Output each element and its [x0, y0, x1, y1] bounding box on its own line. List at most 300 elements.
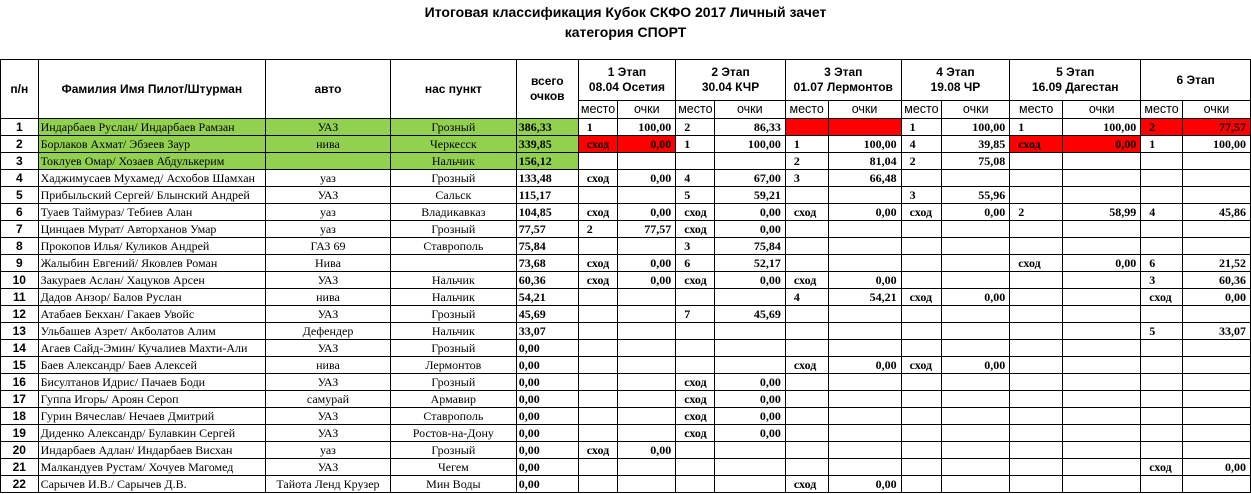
- stage-6-place-cell: 6: [1141, 255, 1183, 272]
- stage-1-place-cell: [578, 357, 618, 374]
- stage-4-points-cell: [942, 170, 1010, 187]
- stage-5-points-cell: [1063, 238, 1141, 255]
- stage-1-points-cell: [618, 374, 676, 391]
- table-row: [1, 289, 1251, 306]
- stage-3-points-cell: 0,00: [828, 272, 901, 289]
- stage-4-place-cell: [901, 238, 942, 255]
- stage-6-place-cell: [1141, 187, 1183, 204]
- subheader-points: очки: [618, 101, 676, 119]
- stage-2-points-cell: 0,00: [714, 204, 785, 221]
- city-cell: Нальчик: [390, 323, 516, 340]
- stage-6-points-cell: [1182, 306, 1250, 323]
- total-points-cell: 133,48: [516, 170, 578, 187]
- row-number: 14: [1, 340, 39, 357]
- stage-3-points-cell: [828, 255, 901, 272]
- row-number: 3: [1, 153, 39, 170]
- stage-4-place-cell: 3: [901, 187, 942, 204]
- crew-name-cell: Хаджимусаев Мухамед/ Асхобов Шамхан: [38, 170, 265, 187]
- subheader-place: место: [1141, 101, 1183, 119]
- table-row: [1, 221, 1251, 238]
- auto-cell: уаз: [266, 221, 391, 238]
- crew-name-cell: Баев Александр/ Баев Алексей: [38, 357, 265, 374]
- stage-4-place-cell: [901, 272, 942, 289]
- total-points-cell: 115,17: [516, 187, 578, 204]
- crew-name-cell: Цинцаев Мурат/ Авторханов Умар: [38, 221, 265, 238]
- stage-2-place-cell: сход: [676, 425, 715, 442]
- stage-3-points-cell: [828, 391, 901, 408]
- city-cell: Грозный: [390, 442, 516, 459]
- stage-5-points-cell: [1063, 425, 1141, 442]
- header-pn: п/н: [1, 60, 39, 119]
- stage-1-place-cell: [578, 425, 618, 442]
- stage-4-points-cell: [942, 476, 1010, 493]
- stage-4-place-cell: [901, 408, 942, 425]
- header-name: Фамилия Имя Пилот/Штурман: [38, 60, 265, 119]
- stage-5-place-cell: [1010, 391, 1063, 408]
- stage-6-place-cell: [1141, 153, 1183, 170]
- stage-6-place-cell: 2: [1141, 119, 1183, 136]
- city-cell: Ставрополь: [390, 408, 516, 425]
- stage-6-points-cell: 45,86: [1182, 204, 1250, 221]
- row-number: 9: [1, 255, 39, 272]
- stage-4-points-cell: [942, 323, 1010, 340]
- crew-name-cell: Прибыльский Сергей/ Блынский Андрей: [38, 187, 265, 204]
- crew-name-cell: Toклуев Омар/ Хозаев Абдулькерим: [38, 153, 265, 170]
- total-points-cell: 104,85: [516, 204, 578, 221]
- total-points-cell: 0,00: [516, 425, 578, 442]
- stage-3-points-cell: 0,00: [828, 204, 901, 221]
- crew-name-cell: Бисултанов Идрис/ Пачаев Боди: [38, 374, 265, 391]
- stage-3-place-cell: [785, 425, 828, 442]
- auto-cell: самурай: [266, 391, 391, 408]
- city-cell: [390, 255, 516, 272]
- sheet-title: Итоговая классификация Кубок СКФО 2017 Личный зачет: [424, 4, 827, 20]
- stage-2-points-cell: [714, 459, 785, 476]
- stage-2-points-cell: [714, 323, 785, 340]
- auto-cell: УАЗ: [266, 340, 391, 357]
- stage-5-points-cell: [1063, 272, 1141, 289]
- stage-5-place-cell: [1010, 170, 1063, 187]
- stage-1-place-cell: сход: [578, 136, 618, 153]
- auto-cell: УАЗ: [266, 119, 391, 136]
- stage-2-points-cell: 45,69: [714, 306, 785, 323]
- stage-4-place-cell: [901, 306, 942, 323]
- stage-1-points-cell: [618, 238, 676, 255]
- stage-2-points-cell: [714, 476, 785, 493]
- stage-2-place-cell: [676, 459, 715, 476]
- crew-name-cell: Закураев Аслан/ Хацуков Арсен: [38, 272, 265, 289]
- stage-1-points-cell: [618, 408, 676, 425]
- stage-4-place-cell: [901, 340, 942, 357]
- subheader-place: место: [901, 101, 942, 119]
- stage-6-points-cell: 100,00: [1182, 136, 1250, 153]
- stage-5-points-cell: [1063, 357, 1141, 374]
- stage-6-points-cell: [1182, 170, 1250, 187]
- stage-5-place-cell: [1010, 221, 1063, 238]
- total-points-cell: 156,12: [516, 153, 578, 170]
- stage-6-points-cell: [1182, 476, 1250, 493]
- subheader-place: место: [676, 101, 715, 119]
- stage-3-place-cell: [785, 408, 828, 425]
- table-row: [1, 374, 1251, 391]
- stage-1-points-cell: 0,00: [618, 136, 676, 153]
- auto-cell: нива: [266, 289, 391, 306]
- stage-4-points-cell: [942, 442, 1010, 459]
- stage-6-place-cell: [1141, 340, 1183, 357]
- stage-1-points-cell: 100,00: [618, 119, 676, 136]
- table-row: [1, 459, 1251, 476]
- stage-5-points-cell: [1063, 340, 1141, 357]
- stage-4-place-cell: 1: [901, 119, 942, 136]
- row-number: 4: [1, 170, 39, 187]
- stage-1-place-cell: [578, 153, 618, 170]
- stage-4-points-cell: [942, 221, 1010, 238]
- city-cell: Черкесск: [390, 136, 516, 153]
- stage-2-place-cell: [676, 289, 715, 306]
- auto-cell: Тайота Ленд Крузер: [266, 476, 391, 493]
- stage-4-place-cell: сход: [901, 289, 942, 306]
- stage-2-points-cell: 0,00: [714, 374, 785, 391]
- stage-5-place-cell: сход: [1010, 136, 1063, 153]
- stage-3-place-cell: сход: [785, 272, 828, 289]
- stage-2-place-cell: [676, 323, 715, 340]
- row-number: 22: [1, 476, 39, 493]
- stage-4-points-cell: 75,08: [942, 153, 1010, 170]
- row-number: 6: [1, 204, 39, 221]
- stage-1-place-cell: [578, 476, 618, 493]
- stage-2-place-cell: 2: [676, 119, 715, 136]
- stage-2-points-cell: 75,84: [714, 238, 785, 255]
- stage-4-points-cell: [942, 425, 1010, 442]
- stage-1-place-cell: 2: [578, 221, 618, 238]
- row-number: 20: [1, 442, 39, 459]
- stage-2-points-cell: [714, 340, 785, 357]
- stage-1-points-cell: 0,00: [618, 442, 676, 459]
- stage-6-place-cell: [1141, 425, 1183, 442]
- stage-5-points-cell: [1063, 374, 1141, 391]
- crew-name-cell: Индарбаев Адлан/ Индарбаев Висхан: [38, 442, 265, 459]
- stage-1-points-cell: [618, 187, 676, 204]
- stage-4-place-cell: сход: [901, 204, 942, 221]
- table-row: [1, 272, 1251, 289]
- stage-1-place-cell: сход: [578, 170, 618, 187]
- table-row: [1, 391, 1251, 408]
- auto-cell: УАЗ: [266, 425, 391, 442]
- stage-6-place-cell: 5: [1141, 323, 1183, 340]
- stage-2-place-cell: [676, 357, 715, 374]
- city-cell: Армавир: [390, 391, 516, 408]
- row-number: 2: [1, 136, 39, 153]
- stage-1-points-cell: 0,00: [618, 204, 676, 221]
- stage-4-place-cell: [901, 442, 942, 459]
- stage-2-place-cell: 3: [676, 238, 715, 255]
- row-number: 16: [1, 374, 39, 391]
- row-number: 21: [1, 459, 39, 476]
- stage-2-points-cell: [714, 357, 785, 374]
- crew-name-cell: Прокопов Илья/ Куликов Андрей: [38, 238, 265, 255]
- stage-6-place-cell: [1141, 476, 1183, 493]
- stage-3-place-cell: [785, 255, 828, 272]
- city-cell: Грозный: [390, 170, 516, 187]
- stage-6-points-cell: 0,00: [1182, 459, 1250, 476]
- stage-1-points-cell: 0,00: [618, 255, 676, 272]
- table-row: [1, 408, 1251, 425]
- stage-6-points-cell: [1182, 442, 1250, 459]
- stage-3-points-cell: 66,48: [828, 170, 901, 187]
- stage-1-place-cell: [578, 238, 618, 255]
- auto-cell: уаз: [266, 170, 391, 187]
- stage-6-points-cell: [1182, 221, 1250, 238]
- auto-cell: уаз: [266, 204, 391, 221]
- stage-2-place-cell: 7: [676, 306, 715, 323]
- total-points-cell: 0,00: [516, 374, 578, 391]
- stage-1-points-cell: [618, 476, 676, 493]
- stage-4-points-cell: [942, 306, 1010, 323]
- stage-1-points-cell: 0,00: [618, 272, 676, 289]
- stage-3-place-cell: 4: [785, 289, 828, 306]
- total-points-cell: 0,00: [516, 391, 578, 408]
- stage-3-place-cell: сход: [785, 204, 828, 221]
- table-row: [1, 153, 1251, 170]
- subheader-place: место: [1010, 101, 1063, 119]
- stage-5-points-cell: [1063, 476, 1141, 493]
- stage-1-place-cell: [578, 391, 618, 408]
- stage-2-points-cell: 67,00: [714, 170, 785, 187]
- crew-name-cell: Жалыбин Евгений/ Яковлев Роман: [38, 255, 265, 272]
- stage-3-place-cell: сход: [785, 476, 828, 493]
- stage-3-place-cell: 2: [785, 153, 828, 170]
- stage-3-points-cell: [828, 442, 901, 459]
- stage-4-points-cell: [942, 272, 1010, 289]
- stage-5-place-cell: [1010, 442, 1063, 459]
- stage-2-place-cell: 5: [676, 187, 715, 204]
- city-cell: Сальск: [390, 187, 516, 204]
- stage-6-place-cell: [1141, 442, 1183, 459]
- stage-1-place-cell: [578, 408, 618, 425]
- stage-5-points-cell: 100,00: [1063, 119, 1141, 136]
- crew-name-cell: Гурин Вячеслав/ Нечаев Дмитрий: [38, 408, 265, 425]
- stage-3-points-cell: [828, 340, 901, 357]
- stage-1-points-cell: [618, 357, 676, 374]
- stage-5-place-cell: [1010, 374, 1063, 391]
- stage-5-points-cell: [1063, 459, 1141, 476]
- header-stage-3: 3 Этап 01.07 Лермонтов: [785, 60, 901, 101]
- stage-3-place-cell: [785, 238, 828, 255]
- auto-cell: УАЗ: [266, 374, 391, 391]
- stage-5-place-cell: [1010, 153, 1063, 170]
- stage-6-place-cell: [1141, 221, 1183, 238]
- stage-1-points-cell: [618, 153, 676, 170]
- city-cell: Мин Воды: [390, 476, 516, 493]
- stage-5-points-cell: [1063, 221, 1141, 238]
- stage-4-place-cell: 2: [901, 153, 942, 170]
- stage-4-points-cell: 0,00: [942, 357, 1010, 374]
- table-row: [1, 136, 1251, 153]
- stage-6-points-cell: [1182, 153, 1250, 170]
- stage-6-points-cell: 33,07: [1182, 323, 1250, 340]
- stage-5-place-cell: [1010, 187, 1063, 204]
- header-stage-5: 5 Этап 16.09 Дагестан: [1010, 60, 1141, 101]
- stage-3-place-cell: [785, 459, 828, 476]
- table-row: [1, 119, 1251, 136]
- stage-2-place-cell: сход: [676, 272, 715, 289]
- total-points-cell: 54,21: [516, 289, 578, 306]
- stage-1-place-cell: 1: [578, 119, 618, 136]
- stage-3-place-cell: 3: [785, 170, 828, 187]
- stage-6-points-cell: 0,00: [1182, 289, 1250, 306]
- stage-5-place-cell: 2: [1010, 204, 1063, 221]
- total-points-cell: 77,57: [516, 221, 578, 238]
- city-cell: Грозный: [390, 221, 516, 238]
- stage-5-points-cell: [1063, 289, 1141, 306]
- stage-4-place-cell: [901, 170, 942, 187]
- stage-5-points-cell: [1063, 442, 1141, 459]
- stage-2-points-cell: 59,21: [714, 187, 785, 204]
- table-row: [1, 323, 1251, 340]
- stage-3-points-cell: 100,00: [828, 136, 901, 153]
- stage-6-place-cell: [1141, 170, 1183, 187]
- stage-6-place-cell: [1141, 391, 1183, 408]
- stage-5-place-cell: [1010, 306, 1063, 323]
- stage-5-place-cell: [1010, 340, 1063, 357]
- stage-5-points-cell: [1063, 408, 1141, 425]
- stage-6-points-cell: 21,52: [1182, 255, 1250, 272]
- header-stage-6: 6 Этап: [1141, 60, 1251, 101]
- stage-3-place-cell: [785, 391, 828, 408]
- table-row: [1, 238, 1251, 255]
- stage-6-place-cell: [1141, 408, 1183, 425]
- city-cell: Владикавказ: [390, 204, 516, 221]
- stage-3-place-cell: 1: [785, 136, 828, 153]
- stage-4-points-cell: [942, 391, 1010, 408]
- stage-2-place-cell: сход: [676, 374, 715, 391]
- stage-4-place-cell: [901, 391, 942, 408]
- stage-2-place-cell: сход: [676, 204, 715, 221]
- stage-5-place-cell: 1: [1010, 119, 1063, 136]
- stage-2-place-cell: сход: [676, 408, 715, 425]
- stage-3-points-cell: [828, 221, 901, 238]
- stage-2-points-cell: 0,00: [714, 425, 785, 442]
- table-row: [1, 255, 1251, 272]
- subheader-points: очки: [1063, 101, 1141, 119]
- auto-cell: нива: [266, 136, 391, 153]
- stage-6-place-cell: [1141, 238, 1183, 255]
- crew-name-cell: Малкандуев Рустам/ Хочуев Магомед: [38, 459, 265, 476]
- stage-4-points-cell: [942, 238, 1010, 255]
- stage-6-place-cell: сход: [1141, 459, 1183, 476]
- stage-5-place-cell: [1010, 459, 1063, 476]
- stage-2-points-cell: 86,33: [714, 119, 785, 136]
- city-cell: Чегем: [390, 459, 516, 476]
- stage-2-place-cell: 6: [676, 255, 715, 272]
- auto-cell: Дефендер: [266, 323, 391, 340]
- stage-5-points-cell: 0,00: [1063, 136, 1141, 153]
- auto-cell: УАЗ: [266, 272, 391, 289]
- subheader-points: очки: [1182, 101, 1250, 119]
- stage-6-points-cell: [1182, 187, 1250, 204]
- total-points-cell: 60,36: [516, 272, 578, 289]
- city-cell: Грозный: [390, 306, 516, 323]
- stage-4-points-cell: 100,00: [942, 119, 1010, 136]
- stage-3-place-cell: [785, 323, 828, 340]
- stage-5-place-cell: [1010, 476, 1063, 493]
- auto-cell: ГАЗ 69: [266, 238, 391, 255]
- stage-5-points-cell: [1063, 153, 1141, 170]
- subheader-points: очки: [714, 101, 785, 119]
- stage-4-place-cell: [901, 425, 942, 442]
- stage-4-points-cell: 0,00: [942, 204, 1010, 221]
- stage-2-points-cell: [714, 153, 785, 170]
- auto-cell: УАЗ: [266, 408, 391, 425]
- stage-6-points-cell: [1182, 425, 1250, 442]
- crew-name-cell: Ульбашев Азрет/ Акболатов Алим: [38, 323, 265, 340]
- total-points-cell: 33,07: [516, 323, 578, 340]
- crew-name-cell: Сарычев И.В./ Сарычев Д.В.: [38, 476, 265, 493]
- stage-2-points-cell: 0,00: [714, 391, 785, 408]
- row-number: 17: [1, 391, 39, 408]
- row-number: 10: [1, 272, 39, 289]
- stage-2-place-cell: [676, 442, 715, 459]
- stage-4-place-cell: [901, 255, 942, 272]
- city-cell: Грозный: [390, 374, 516, 391]
- stage-2-place-cell: сход: [676, 221, 715, 238]
- stage-6-points-cell: [1182, 340, 1250, 357]
- row-number: 5: [1, 187, 39, 204]
- auto-cell: Нива: [266, 255, 391, 272]
- total-points-cell: 75,84: [516, 238, 578, 255]
- total-points-cell: 45,69: [516, 306, 578, 323]
- header-total: всего очков: [516, 60, 578, 119]
- stage-6-place-cell: [1141, 357, 1183, 374]
- stage-3-place-cell: [785, 306, 828, 323]
- row-number: 13: [1, 323, 39, 340]
- stage-1-place-cell: сход: [578, 255, 618, 272]
- stage-5-place-cell: [1010, 425, 1063, 442]
- row-number: 18: [1, 408, 39, 425]
- row-number: 1: [1, 119, 39, 136]
- stage-3-place-cell: [785, 221, 828, 238]
- stage-2-points-cell: [714, 442, 785, 459]
- table-row: [1, 306, 1251, 323]
- results-table: [0, 59, 1251, 493]
- stage-4-points-cell: 0,00: [942, 289, 1010, 306]
- table-row: [1, 476, 1251, 493]
- stage-1-points-cell: [618, 306, 676, 323]
- stage-1-points-cell: [618, 425, 676, 442]
- stage-3-points-cell: [828, 306, 901, 323]
- stage-6-place-cell: 4: [1141, 204, 1183, 221]
- stage-5-points-cell: 58,99: [1063, 204, 1141, 221]
- subheader-place: место: [785, 101, 828, 119]
- total-points-cell: 73,68: [516, 255, 578, 272]
- stage-5-place-cell: сход: [1010, 255, 1063, 272]
- stage-1-place-cell: [578, 340, 618, 357]
- row-number: 15: [1, 357, 39, 374]
- stage-1-place-cell: [578, 306, 618, 323]
- stage-5-points-cell: [1063, 391, 1141, 408]
- subheader-points: очки: [942, 101, 1010, 119]
- stage-1-place-cell: [578, 187, 618, 204]
- crew-name-cell: Атабаев Бекхан/ Гакаев Увойс: [38, 306, 265, 323]
- stage-4-place-cell: [901, 221, 942, 238]
- stage-4-points-cell: [942, 255, 1010, 272]
- row-number: 11: [1, 289, 39, 306]
- table-row: [1, 357, 1251, 374]
- auto-cell: [266, 153, 391, 170]
- subheader-points: очки: [828, 101, 901, 119]
- stage-4-points-cell: [942, 340, 1010, 357]
- row-number: 12: [1, 306, 39, 323]
